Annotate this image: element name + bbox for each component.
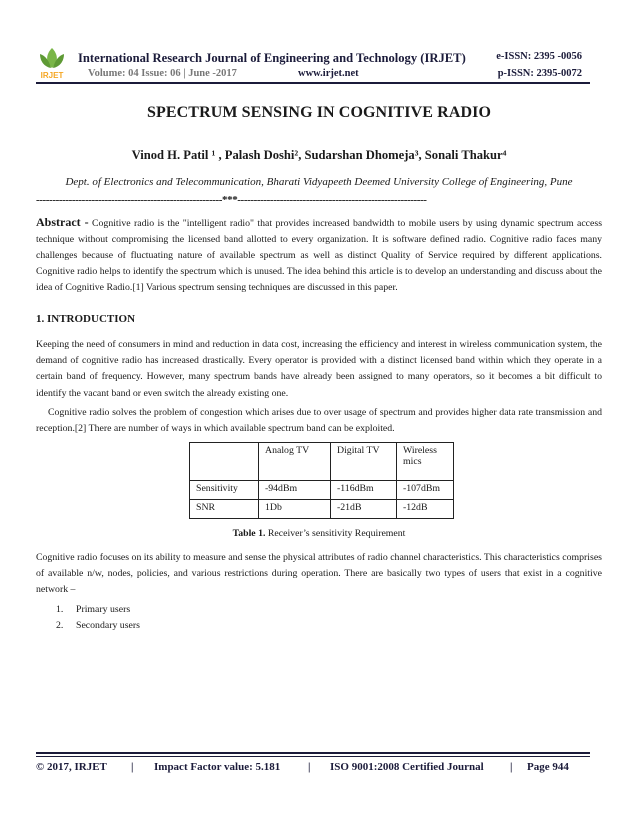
footer-impact-factor: Impact Factor value: 5.181 — [154, 761, 281, 773]
list-item-text: Primary users — [76, 604, 131, 615]
journal-name: International Research Journal of Engineering and Technology (IRJET) — [78, 51, 466, 65]
table-caption — [0, 528, 638, 539]
user-types-list — [56, 602, 140, 634]
p-issn: p-ISSN: 2395-0072 — [497, 68, 582, 79]
paper-authors: Vinod H. Patil ¹ , Palash Doshi², Sudarshan Dhomeja³, Sonali Thakur⁴ — [131, 148, 507, 162]
table-header-cell — [190, 443, 259, 481]
table-header-cell: Analog TV — [259, 443, 331, 481]
footer-separator: | — [131, 761, 134, 773]
footer-separator: | — [510, 761, 513, 773]
footer-page-number: Page 944 — [527, 761, 569, 773]
footer-rule-thin — [36, 756, 590, 757]
sensitivity-table — [189, 442, 454, 519]
paper-affiliation: Dept. of Electronics and Telecommunication, Bharati Vidyapeeth Deemed University College of Engineering, Pune — [65, 176, 573, 188]
list-item-number: 2. — [56, 620, 64, 631]
paper-title: SPECTRUM SENSING IN COGNITIVE RADIO — [147, 104, 491, 121]
table-cell: -107dBm — [397, 481, 454, 500]
table-row — [190, 500, 454, 519]
table-cell: -12dB — [397, 500, 454, 519]
table-cell: 1Db — [259, 500, 331, 519]
section-separator: ---------------------------------------------------------***---------------------------------------------------------- — [36, 194, 427, 206]
table-header-row — [190, 443, 454, 481]
list-item — [56, 618, 140, 634]
footer-rule — [36, 752, 590, 754]
footer-separator: | — [308, 761, 311, 773]
footer-iso: ISO 9001:2008 Certified Journal — [330, 761, 484, 773]
intro-paragraph-1: Keeping the need of consumers in mind and reduction in data cost, increasing the efficiency and interest in wireless communication system, the demand of cognitive radio has increased drastically. Every operator is provided with a distinct licensed band within which they operate in a certain band of frequency. However, many spectrum bands have already been assigned to many operators, so it becomes a bit difficult to identify the vacant band or even switch the already existing one. — [36, 339, 602, 399]
table-header-cell: Wireless mics — [397, 443, 454, 481]
intro-paragraph-2: Cognitive radio solves the problem of congestion which arises due to over usage of spectrum and provides higher data rate transmission and reception.[2] There are number of ways in which available spectrum band can be exploited. — [36, 407, 602, 435]
intro-paragraph-3: Cognitive radio focuses on its ability to measure and sense the physical attributes of radio channel characteristics. This characteristics comprises of available n/w, nodes, policies, and various restrictions during operation. There are basically two types of users that exist in a cognitive network – — [36, 552, 602, 596]
table-cell: SNR — [190, 500, 259, 519]
journal-website: www.irjet.net — [298, 68, 359, 79]
logo-text: IRJET — [40, 71, 64, 80]
list-item-number: 1. — [56, 604, 64, 615]
irjet-logo-icon — [36, 46, 68, 80]
section-heading-introduction: 1. INTRODUCTION — [36, 313, 136, 325]
header-rule — [36, 82, 590, 84]
list-item — [56, 602, 140, 618]
table-cell: -116dBm — [331, 481, 397, 500]
abstract-label: Abstract - — [36, 215, 89, 229]
table-header-cell: Digital TV — [331, 443, 397, 481]
footer-copyright: © 2017, IRJET — [36, 761, 107, 773]
table-cell: Sensitivity — [190, 481, 259, 500]
abstract — [36, 214, 602, 296]
table-caption-text: Receiver’s sensitivity Requirement — [265, 528, 406, 539]
table-row — [190, 481, 454, 500]
irjet-logo — [36, 46, 68, 80]
abstract-text: Cognitive radio is the "intelligent radio" that provides increased bandwidth to mobile users by using dynamic spectrum access technique without compromising the licensed band allotted to every organization. It is software defined radio. Cognitive radio faces many challenges because of fluctuating nature of available spectrum as well as distinct Quality of Service required by different applications. Cognitive radio helps to identify the spectrum which is unused. The idea behind this article is to develop an understanding and discuss about the idea of Cognitive Radio.[1] Various spectrum sensing techniques are discussed in this paper. — [36, 218, 603, 293]
list-item-text: Secondary users — [76, 620, 140, 631]
e-issn: e-ISSN: 2395 -0056 — [496, 51, 582, 62]
table-cell: -21dB — [331, 500, 397, 519]
table-cell: -94dBm — [259, 481, 331, 500]
table-caption-label: Table 1. — [232, 528, 266, 539]
volume-issue: Volume: 04 Issue: 06 | June -2017 — [88, 68, 237, 79]
